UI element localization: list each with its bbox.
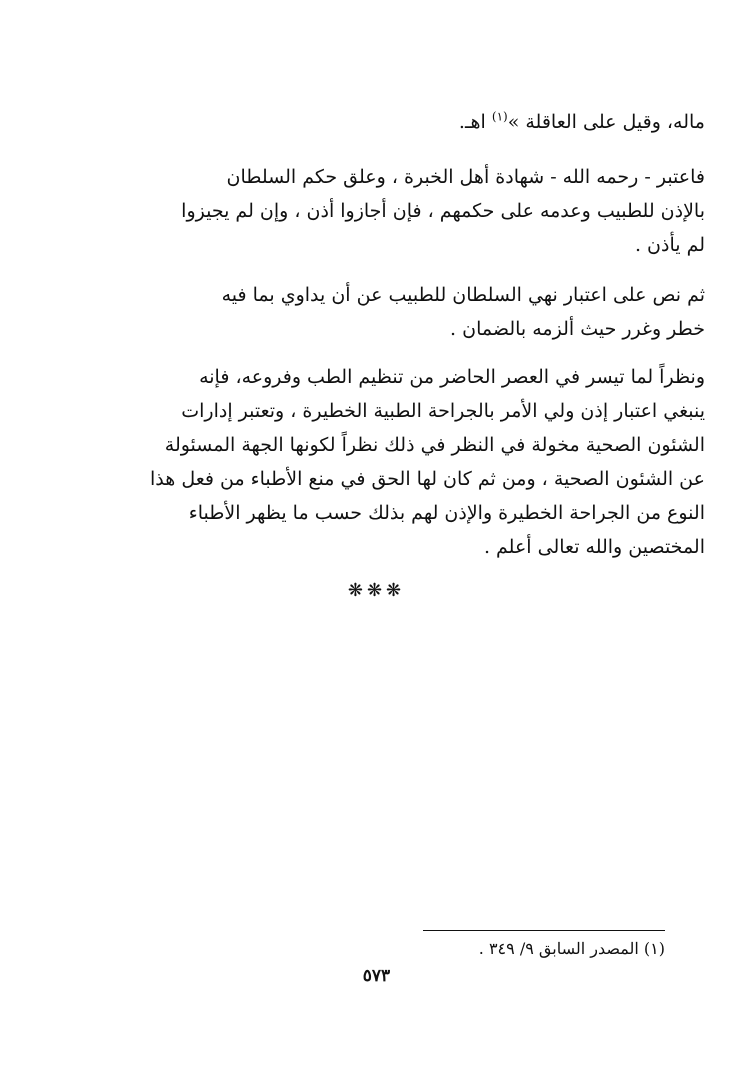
section-divider-stars: ❋❋❋ [347,580,406,601]
paragraph-line: بالإذن للطبيب وعدمه على حكمهم ، فإن أجازوا أذن ، وإن لم يجيزوا [181,200,705,222]
footnote-marker[interactable]: (١) [491,109,508,124]
paragraph-line: المختصين والله تعالى أعلم . [483,536,705,558]
paragraph-line: خطر وغرر حيث ألزمه بالضمان . [450,318,705,340]
page-number: ٥٧٣ [362,966,391,986]
paragraph-4 [82,360,705,564]
paragraph-line: لم يأذن . [634,234,705,256]
paragraph-line: عن الشئون الصحية ، ومن ثم كان لها الحق في منع الأطباء من فعل هذا [150,468,705,490]
paragraph-line [82,105,705,139]
paragraph-line: النوع من الجراحة الخطيرة والإذن لهم بذلك حسب ما يظهر الأطباء [188,502,705,524]
footnote: (١) المصدر السابق ٩/ ٣٤٩ . [478,939,665,958]
paragraph-3 [82,278,705,346]
paragraph-1 [82,105,705,139]
paragraph-line: ونظراً لما تيسر في العصر الحاضر من تنظيم الطب وفروعه، فإنه [199,366,705,388]
paragraph-line: ثم نص على اعتبار نهي السلطان للطبيب عن أن يداوي بما فيه [221,284,705,306]
footnote-separator [423,930,665,931]
quote-end-text: ماله، وقيل على العاقلة » [507,111,705,133]
paragraph-line: فاعتبر - رحمه الله - شهادة أهل الخبرة ، وعلق حكم السلطان [226,166,705,188]
paragraph-line: ينبغي اعتبار إذن ولي الأمر بالجراحة الطبية الخطيرة ، وتعتبر إدارات [181,400,705,422]
paragraph-line: الشئون الصحية مخولة في النظر في ذلك نظراً لكونها الجهة المسئولة [164,434,705,456]
paragraph-2 [82,160,705,262]
quote-end-suffix: اهـ. [458,111,492,133]
